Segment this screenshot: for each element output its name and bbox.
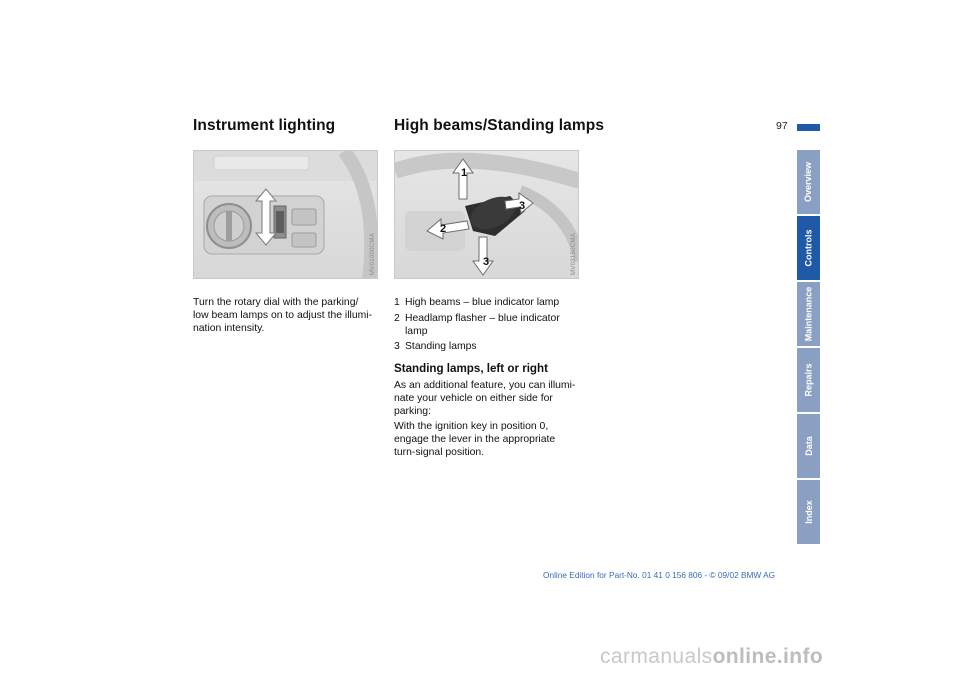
- list-item: [394, 313, 584, 339]
- figure-callout: 1: [461, 167, 468, 179]
- high-beams-body: [394, 297, 584, 463]
- paragraph: As an additional feature, you can illumi- nate your vehicle on either side for parking:: [394, 379, 576, 417]
- paragraph: With the ignition key in position 0, engage the lever in the appropriate turn-signal position.: [394, 421, 556, 458]
- list-item: [394, 341, 584, 354]
- figure-code: MV01000CMA: [370, 232, 376, 275]
- side-tab-label: Repairs: [803, 363, 814, 397]
- standing-lamps-subheading: Standing lamps, left or right: [394, 362, 548, 376]
- page-accent-bar: [797, 124, 820, 131]
- high-beams-figure: [394, 150, 579, 279]
- list-number: 3: [394, 341, 400, 353]
- watermark-logo: [600, 645, 823, 669]
- side-tab-label: Maintenance: [803, 286, 814, 342]
- side-tab-data[interactable]: [797, 414, 820, 478]
- instrument-lighting-body: Turn the rotary dial with the parking/ low beam lamps on to adjust the illumi- nation intensity.: [193, 297, 373, 334]
- watermark-suffix: online.info: [712, 645, 824, 668]
- watermark-prefix: carmanuals: [600, 645, 713, 668]
- side-tab-label: Overview: [803, 161, 814, 203]
- page-number: 97: [776, 120, 788, 132]
- side-tab-label: Controls: [803, 229, 814, 267]
- high-beams-heading: High beams/Standing lamps: [394, 117, 605, 134]
- list-text: Standing lamps: [405, 341, 477, 353]
- instrument-lighting-heading: Instrument lighting: [193, 117, 336, 134]
- side-tab-maintenance[interactable]: [797, 282, 820, 346]
- rotary-dial-illustration: [194, 151, 378, 279]
- side-tab-index[interactable]: [797, 480, 820, 544]
- list-number: 2: [394, 312, 400, 324]
- side-tab-label: Data: [803, 436, 814, 456]
- list-item: [394, 297, 584, 310]
- side-tab-repairs[interactable]: [797, 348, 820, 412]
- side-tab-label: Index: [803, 500, 814, 524]
- list-text: Headlamp flasher – blue indicator lamp: [405, 312, 560, 337]
- list-number: 1: [394, 297, 400, 308]
- figure-callout: 3: [483, 256, 490, 268]
- instrument-lighting-figure: [193, 150, 378, 279]
- figure-callout: 2: [440, 223, 447, 235]
- list-text: High beams – blue indicator lamp: [405, 297, 560, 308]
- figure-callout: 3: [519, 200, 526, 212]
- footer-edition: Online Edition for Part-No. 01 41 0 156 806 - © 09/02 BMW AG: [543, 570, 776, 580]
- side-tab-controls[interactable]: [797, 216, 820, 280]
- figure-code: MV03150CMA: [571, 232, 577, 275]
- side-tab-overview[interactable]: [797, 150, 820, 214]
